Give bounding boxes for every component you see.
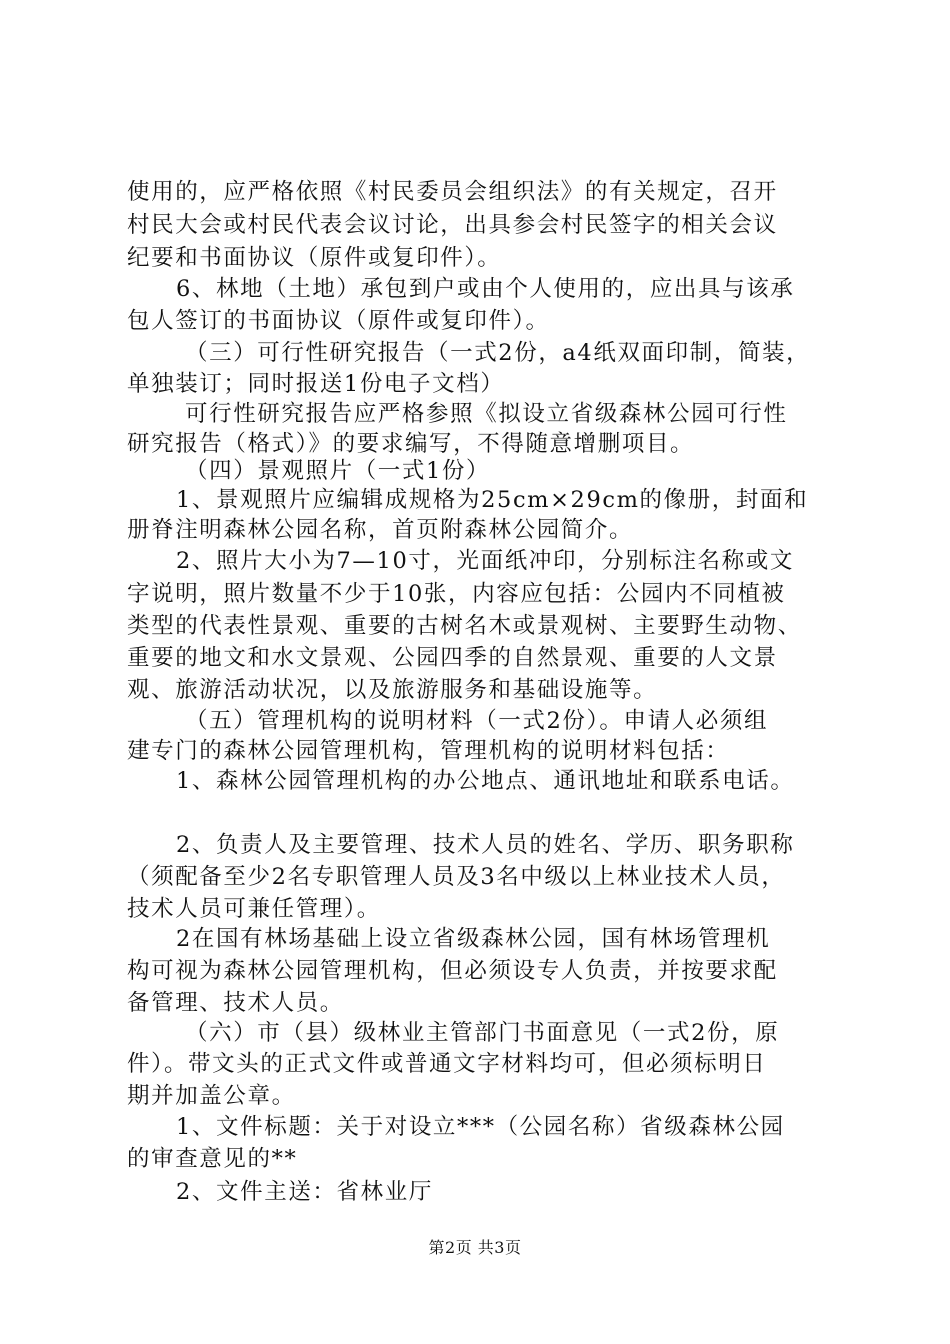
text-line: 1、景观照片应编辑成规格为25cm×29cm的像册，封面和 bbox=[176, 487, 809, 513]
text-line: 期并加盖公章。 bbox=[127, 1083, 296, 1109]
text-line: 2、负责人及主要管理、技术人员的姓名、学历、职务职称 bbox=[176, 832, 795, 858]
text-line: 2在国有林场基础上设立省级森林公园，国有林场管理机 bbox=[176, 926, 771, 952]
text-line: 6、林地（土地）承包到户或由个人使用的，应出具与该承 bbox=[176, 276, 795, 302]
text-line: 1、文件标题：关于对设立***（公园名称）省级森林公园 bbox=[176, 1114, 785, 1140]
text-line: 2、照片大小为7—10寸，光面纸冲印，分别标注名称或文 bbox=[176, 548, 794, 574]
text-line: 的审查意见的** bbox=[127, 1146, 298, 1172]
text-line: （须配备至少2名专职管理人员及3名中级以上林业技术人员， bbox=[127, 864, 786, 890]
text-line: 研究报告（格式）》的要求编写，不得随意增删项目。 bbox=[127, 431, 695, 457]
text-line: （三）可行性研究报告（一式2份，a4纸双面印制，简装， bbox=[185, 340, 811, 366]
text-line: （四）景观照片（一式1份） bbox=[185, 458, 491, 484]
text-line: 构可视为森林公园管理机构，但必须设专人负责，并按要求配 bbox=[127, 958, 778, 984]
text-line: 重要的地文和水文景观、公园四季的自然景观、重要的人文景 bbox=[127, 645, 778, 671]
text-line: （五）管理机构的说明材料（一式2份）。申请人必须组 bbox=[185, 708, 769, 734]
text-line: 建专门的森林公园管理机构，管理机构的说明材料包括： bbox=[127, 738, 730, 764]
text-line: 册脊注明森林公园名称，首页附森林公园简介。 bbox=[127, 517, 634, 543]
text-line: 纪要和书面协议（原件或复印件）。 bbox=[127, 245, 502, 271]
text-line: 件）。带文头的正式文件或普通文字材料均可，但必须标明日 bbox=[127, 1051, 767, 1077]
text-line: 单独装订；同时报送1份电子文档） bbox=[127, 371, 505, 397]
text-line: 可行性研究报告应严格参照《拟设立省级森林公园可行性 bbox=[185, 401, 788, 427]
page-footer: 第2页 共3页 bbox=[428, 1238, 522, 1257]
text-line: 观、旅游活动状况，以及旅游服务和基础设施等。 bbox=[127, 677, 658, 703]
text-line: 1、森林公园管理机构的办公地点、通讯地址和联系电话。 bbox=[176, 768, 795, 794]
text-line: 包人签订的书面协议（原件或复印件）。 bbox=[127, 308, 550, 334]
text-line: 字说明，照片数量不少于10张，内容应包括：公园内不同植被 bbox=[127, 581, 786, 607]
text-line: 技术人员可兼任管理）。 bbox=[127, 896, 381, 922]
text-line: 类型的代表性景观、重要的古树名木或景观树、主要野生动物、 bbox=[127, 613, 802, 639]
text-line: （六）市（县）级林业主管部门书面意见（一式2份，原 bbox=[185, 1020, 780, 1046]
text-line: 使用的，应严格依照《村民委员会组织法》的有关规定，召开 bbox=[127, 179, 778, 205]
text-line: 村民大会或村民代表会议讨论，出具参会村民签字的相关会议 bbox=[127, 212, 778, 238]
text-line: 2、文件主送：省林业厅 bbox=[176, 1179, 433, 1205]
text-line: 备管理、技术人员。 bbox=[127, 990, 344, 1016]
